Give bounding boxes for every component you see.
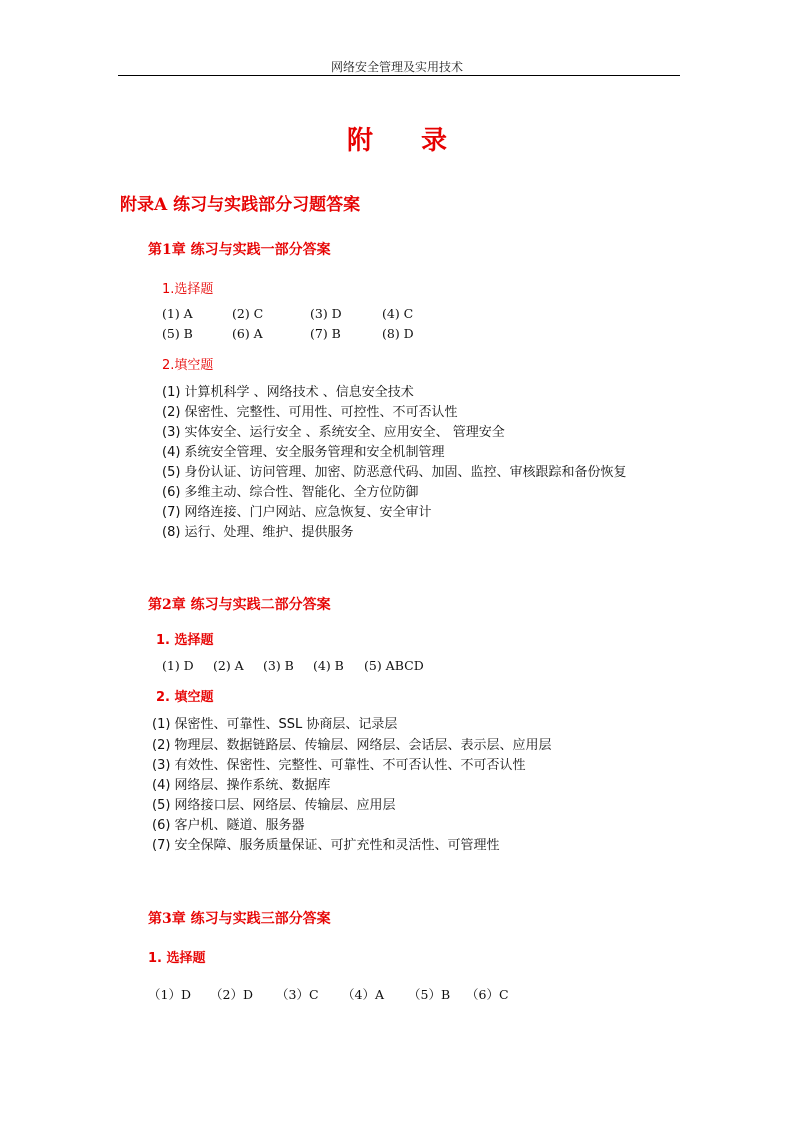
ch3-choice-5: （5）B	[408, 987, 451, 1002]
ch1-choice-1: (1) A	[162, 306, 193, 321]
ch3-choice-1: （1）D	[148, 987, 191, 1002]
page-title-char-2: 录	[421, 126, 448, 156]
ch1-choice-6: (6) A	[232, 326, 263, 341]
chapter-2-choice-label: 1. 选择题	[156, 633, 214, 648]
ch2-fill-1: (1) 保密性、可靠性、SSL 协商层、记录层	[152, 717, 398, 732]
ch1-fill-1: (1) 计算机科学 、网络技术 、信息安全技术	[162, 385, 414, 400]
ch2-fill-5: (5) 网络接口层、网络层、传输层、应用层	[152, 798, 396, 813]
ch1-fill-2: (2) 保密性、完整性、可用性、可控性、不可否认性	[162, 405, 458, 420]
ch1-choice-4: (4) C	[382, 306, 414, 321]
ch2-fill-2: (2) 物理层、数据链路层、传输层、网络层、会话层、表示层、应用层	[152, 738, 552, 753]
ch2-fill-6: (6) 客户机、隧道、服务器	[152, 818, 305, 833]
ch1-choice-3: (3) D	[310, 306, 342, 321]
ch1-fill-6: (6) 多维主动、综合性、智能化、全方位防御	[162, 485, 419, 500]
ch1-fill-4: (4) 系统安全管理、安全服务管理和安全机制管理	[162, 445, 445, 460]
ch2-choice-2: (2) A	[213, 658, 244, 673]
chapter-1-heading: 第1章 练习与实践一部分答案	[148, 242, 331, 258]
ch3-choice-6: （6）C	[466, 987, 509, 1002]
ch1-fill-8: (8) 运行、处理、维护、提供服务	[162, 525, 354, 540]
ch1-choice-8: (8) D	[382, 326, 414, 341]
page-title	[0, 120, 794, 157]
ch1-choice-5: (5) B	[162, 326, 193, 341]
chapter-3-heading: 第3章 练习与实践三部分答案	[148, 911, 331, 927]
header-rule	[118, 75, 680, 76]
ch1-fill-5: (5) 身份认证、访问管理、加密、防恶意代码、加固、监控、审核跟踪和备份恢复	[162, 465, 627, 480]
ch2-choice-4: (4) B	[313, 658, 344, 673]
page-title-char-1: 附	[346, 126, 373, 156]
ch2-choice-5: (5) ABCD	[364, 658, 424, 673]
ch3-choice-2: （2）D	[210, 987, 253, 1002]
ch2-fill-7: (7) 安全保障、服务质量保证、可扩充性和灵活性、可管理性	[152, 838, 500, 853]
chapter-2-heading: 第2章 练习与实践二部分答案	[148, 597, 331, 613]
chapter-2-fill-label: 2. 填空题	[156, 690, 214, 705]
ch1-choice-2: (2) C	[232, 306, 264, 321]
ch2-fill-3: (3) 有效性、保密性、完整性、可靠性、不可否认性、不可否认性	[152, 758, 526, 773]
ch3-choice-4: （4）A	[342, 987, 384, 1002]
ch2-choice-1: (1) D	[162, 658, 194, 673]
ch1-choice-7: (7) B	[310, 326, 341, 341]
ch2-fill-4: (4) 网络层、操作系统、数据库	[152, 778, 331, 793]
running-header: 网络安全管理及实用技术	[330, 60, 463, 74]
ch3-choice-3: （3）C	[276, 987, 319, 1002]
ch1-fill-7: (7) 网络连接、门户网站、应急恢复、安全审计	[162, 505, 432, 520]
chapter-1-fill-label: 2.填空题	[162, 358, 214, 373]
ch2-choice-3: (3) B	[263, 658, 294, 673]
ch1-fill-3: (3) 实体安全、运行安全 、系统安全、应用安全、 管理安全	[162, 425, 505, 440]
chapter-3-choice-label: 1. 选择题	[148, 951, 206, 966]
appendix-heading: 附录A 练习与实践部分习题答案	[120, 195, 361, 215]
chapter-1-choice-label: 1.选择题	[162, 282, 214, 297]
